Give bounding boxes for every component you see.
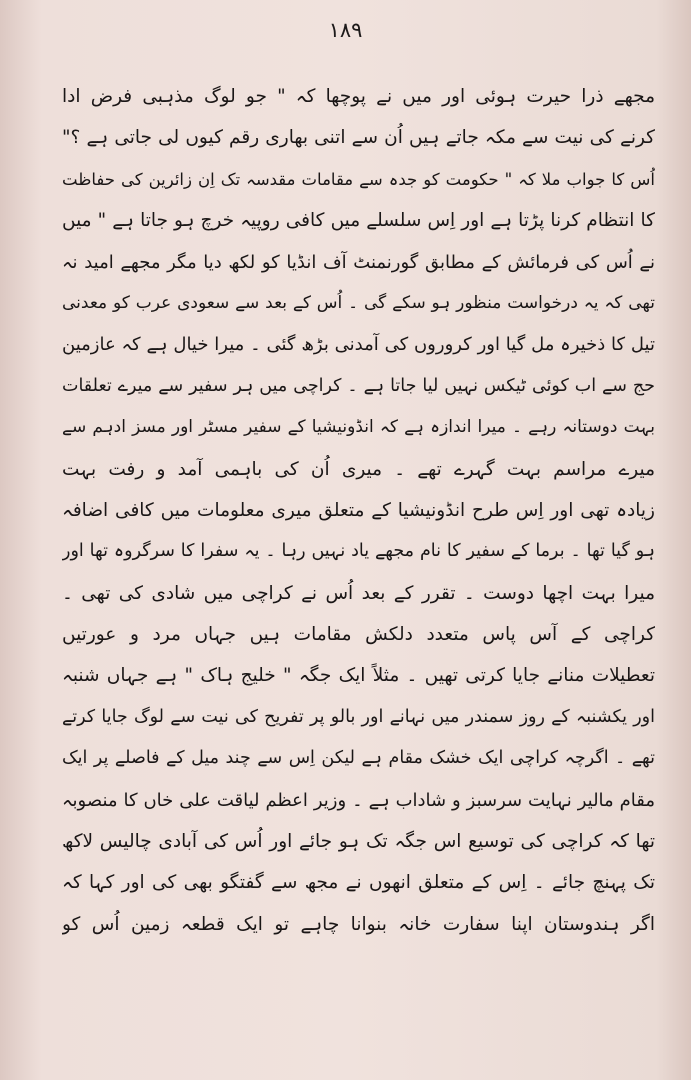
text-line: کراچی کے آس پاس متعدد دلکش مقامات ہیں جہاں مرد و عورتیں — [62, 624, 655, 646]
text-line: میرا بہت اچھا دوست ۔ تقرر کے بعد اُس نے کراچی میں شادی کی تھی ۔ — [62, 582, 655, 604]
text-line: بہت دوستانہ رہے ۔ میرا اندازہ ہے کہ انڈونیشیا کے سفیر مسٹر اور مسز ادہم سے — [62, 417, 655, 438]
page-body-text — [62, 76, 655, 945]
text-line: زیادہ تھی اور اِس طرح انڈونیشیا کے متعلق میری معلومات میں کافی اضافہ — [62, 499, 655, 521]
text-line: نے اُس کی فرمائش کے مطابق گورنمنٹ آف انڈیا کو لکھ دیا مگر مجھے امید نہ — [62, 251, 655, 273]
text-line: مجھے ذرا حیرت ہوئی اور میں نے پوچھا کہ " جو لوگ مذہبی فرض ادا — [62, 86, 655, 107]
text-line: اُس کا جواب ملا کہ " حکومت کو جدہ سے مقامات مقدسہ تک اِن زائرین کی حفاظت — [62, 169, 655, 189]
text-line: تک پہنچ جائے ۔ اِس کے متعلق انھوں نے مجھ سے گفتگو بھی کی اور کہا کہ — [62, 872, 655, 894]
text-line: کرنے کی نیت سے مکہ جاتے ہیں اُن سے اتنی بھاری رقم کیوں لی جاتی ہے ؟" — [62, 127, 655, 149]
text-line: اگر ہندوستان اپنا سفارت خانہ بنوانا چاہے تو ایک قطعہ زمین اُس کو — [62, 913, 655, 935]
text-line: ہو گیا تھا ۔ برما کے سفیر کا نام مجھے یاد نہیں رہا ۔ یہ سفرا کا سرگروہ تھا اور — [62, 541, 655, 562]
text-line: تھے ۔ اگرچہ کراچی ایک خشک مقام ہے لیکن اِس سے چند میل کے فاصلے پر ایک — [62, 748, 655, 769]
text-line: تھی کہ یہ درخواست منظور ہو سکے گی ۔ اُس کے بعد سے سعودی عرب کو معدنی — [62, 292, 655, 313]
text-line: حج سے اب کوئی ٹیکس نہیں لیا جاتا ہے ۔ کراچی میں ہر سفیر سے میرے تعلقات — [62, 375, 655, 396]
page-number: ۱۸۹ — [328, 18, 363, 42]
text-line: اور یکشنبہ کے روز سمندر میں نہانے اور بالو پر تفریح کی نیت سے لوگ جایا کرتے — [62, 706, 655, 727]
text-line: مقام مالیر نہایت سرسبز و شاداب ہے ۔ وزیر اعظم لیاقت علی خاں کا منصوبہ — [62, 789, 655, 811]
text-line: تھا کہ کراچی کی توسیع اس جگہ تک ہو جائے اور اُس کی آبادی چالیس لاکھ — [62, 831, 655, 853]
text-line: تیل کا ذخیرہ مل گیا اور کروروں کی آمدنی بڑھ گئی ۔ میرا خیال ہے کہ عازمین — [62, 334, 655, 356]
text-line: تعطیلات منانے جایا کرتی تھیں ۔ مثلاً ایک جگہ " خلیج ہاک " ہے جہاں شنبہ — [62, 665, 655, 687]
text-line: میرے مراسم بہت گہرے تھے ۔ میری اُن کی باہمی آمد و رفت بہت — [62, 458, 655, 480]
text-line: کا انتظام کرنا پڑتا ہے اور اِس سلسلے میں کافی روپیہ خرچ ہو جاتا ہے " میں — [62, 210, 655, 232]
